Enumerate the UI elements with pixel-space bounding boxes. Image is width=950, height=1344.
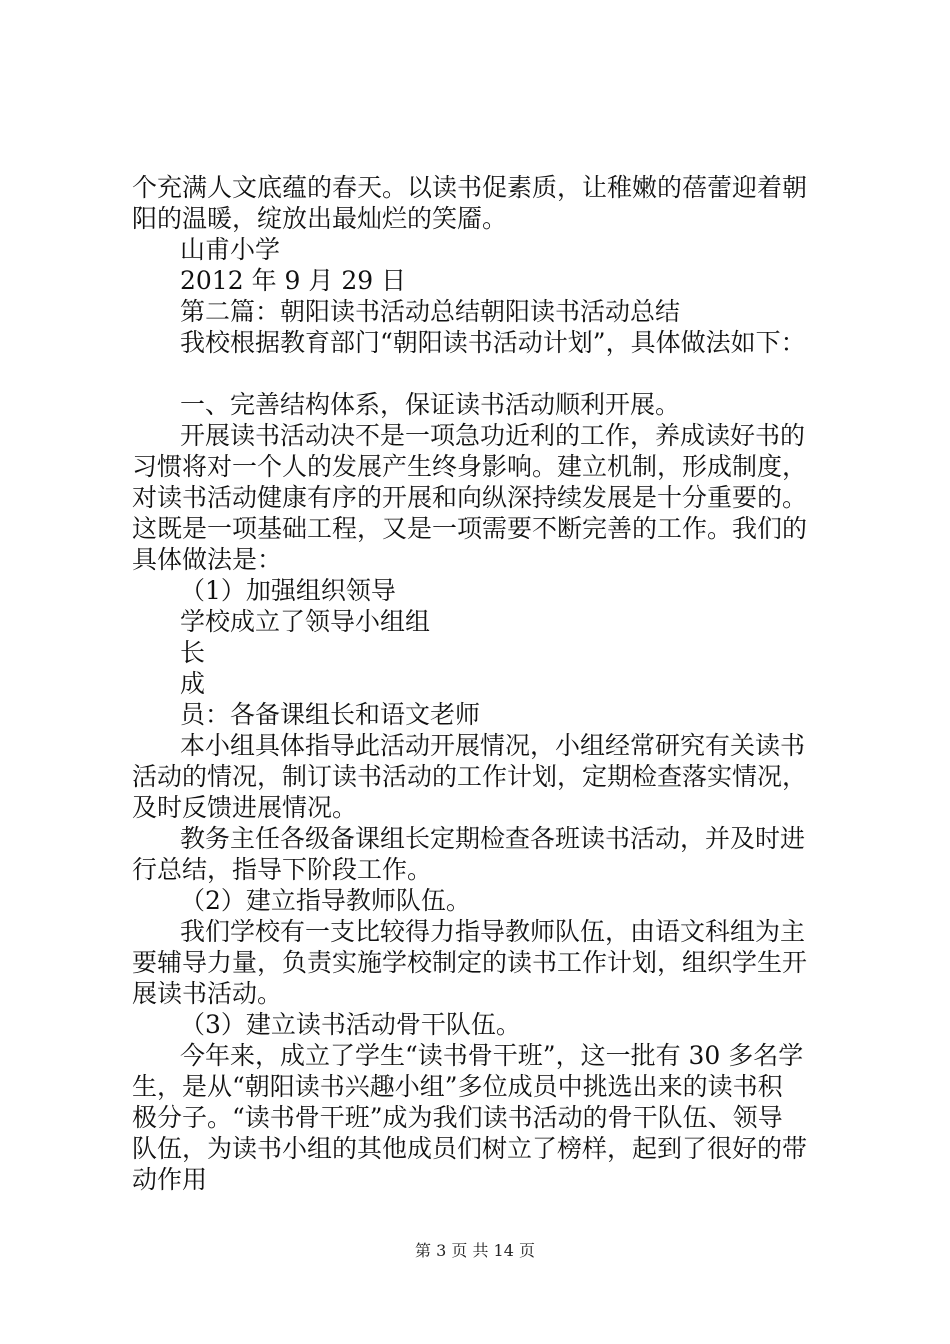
heading-1: 一、完善结构体系，保证读书活动顺利开展。: [180, 390, 681, 419]
text-line: 长: [180, 638, 206, 667]
text-line: 要辅导力量，负责实施学校制定的读书工作计划，组织学生开: [132, 948, 808, 977]
blank-line: [132, 358, 837, 389]
text-line: 这既是一项基础工程，又是一项需要不断完善的工作。我们的: [132, 514, 808, 543]
page-footer: 第 3 页 共 14 页: [415, 1241, 535, 1260]
signature-school: 山甫小学: [180, 235, 281, 264]
document-body: [132, 172, 837, 1195]
subheading-3: （3）建立读书活动骨干队伍。: [180, 1010, 521, 1039]
text-line: 行总结，指导下阶段工作。: [132, 855, 433, 884]
text-line: 具体做法是：: [132, 545, 283, 574]
text-line: 我们学校有一支比较得力指导教师队伍，由语文科组为主: [180, 917, 806, 946]
text-line: 极分子。“读书骨干班”成为我们读书活动的骨干队伍、领导: [132, 1103, 783, 1132]
text-line: 习惯将对一个人的发展产生终身影响。建立机制，形成制度，: [132, 452, 808, 481]
text-line: 展读书活动。: [132, 979, 283, 1008]
text-line: 队伍，为读书小组的其他成员们树立了榜样，起到了很好的带: [132, 1134, 808, 1163]
text-line: 本小组具体指导此活动开展情况，小组经常研究有关读书: [180, 731, 806, 760]
text-line: 生，是从“朝阳读书兴趣小组”多位成员中挑选出来的读书积: [132, 1072, 783, 1101]
section-title: 第二篇：朝阳读书活动总结朝阳读书活动总结: [180, 297, 681, 326]
text-line: 员：各备课组长和语文老师: [180, 700, 481, 729]
signature-date: 2012 年 9 月 29 日: [180, 266, 407, 295]
text-line: 成: [180, 669, 206, 698]
text-line: 教务主任各级备课组长定期检查各班读书活动，并及时进: [180, 824, 806, 853]
text-line: 我校根据教育部门“朝阳读书活动计划”，具体做法如下：: [180, 328, 806, 357]
text-line: 活动的情况，制订读书活动的工作计划，定期检查落实情况，: [132, 762, 808, 791]
text-line: 今年来，成立了学生“读书骨干班”，这一批有 30 多名学: [180, 1041, 804, 1070]
text-line: 学校成立了领导小组组: [180, 607, 431, 636]
text-line: 及时反馈进展情况。: [132, 793, 358, 822]
text-line: 个充满人文底蕴的春天。以读书促素质，让稚嫩的蓓蕾迎着朝: [132, 173, 808, 202]
text-line: 开展读书活动决不是一项急功近利的工作，养成读好书的: [180, 421, 806, 450]
subheading-1: （1）加强组织领导: [180, 576, 396, 605]
text-line: 阳的温暖，绽放出最灿烂的笑靥。: [132, 204, 508, 233]
text-line: 对读书活动健康有序的开展和向纵深持续发展是十分重要的。: [132, 483, 808, 512]
text-line: 动作用: [132, 1165, 208, 1194]
subheading-2: （2）建立指导教师队伍。: [180, 886, 471, 915]
